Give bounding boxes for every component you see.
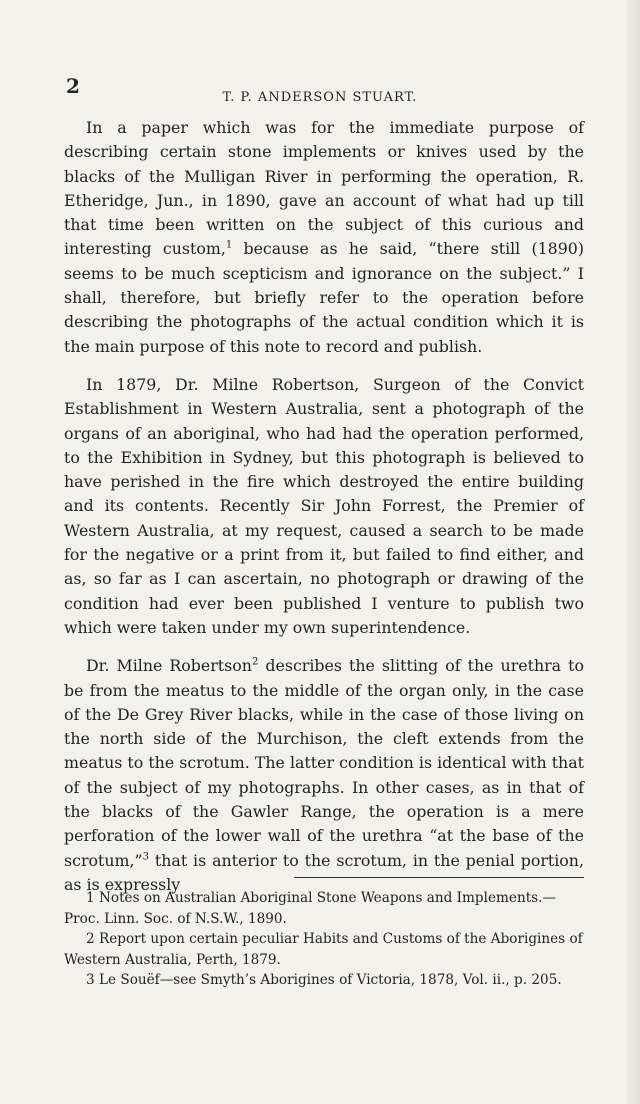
footnote-ref-3: 3 [142,851,149,863]
paragraph-text: In a paper which was for the immediate purpose of describing certain stone implements or knives used by the blacks of the Mulligan River in performing the operation, R. Etheridge, Jun., in 1890, gave an account of what had up till that time been written on the subject of this curious and interesting custom, [64,118,584,259]
footnote-text: Report upon certain peculiar Habits and Customs of the Aborigines of Western Australia, Perth, 1879. [64,931,583,968]
footnote-divider [294,877,584,878]
footnote-number: 3 [86,972,95,988]
paragraph-text: because as he said, “there still (1890) seems to be much scepticism and ignorance on the subject.” I shall, therefore, but briefly refer to the operation before describing the photographs of the actual condition which it is the main purpose of this note to record and publish. [64,239,584,356]
footnote-1 [64,888,584,929]
footnote-ref-2: 2 [251,656,259,668]
paragraph-text: that is anterior to the scrotum, in the penial portion, as is expressly [64,850,584,894]
paragraph-text: describes the slitting of the urethra to be from the meatus to the middle of the organ only, in the case of the De Grey River blacks, while in the case of those living on the north side of the Murchison, the cleft extends from the meatus to the scrotum. The latter condition is identical with that of the subject of my photographs. In other cases, as in that of the blacks of the Gawler Range, the operation is a mere perforation of the lower wall of the urethra “at the base of the scrotum,” [64,656,584,870]
paragraph-text: Dr. Milne Robertson [86,656,252,676]
footnote-ref-1: 1 [225,240,233,252]
footnotes [64,888,584,991]
paragraph-1 [64,116,584,359]
footnote-number: 2 [86,931,95,947]
page-number: 2 [66,74,80,98]
body-text [64,116,584,911]
footnote-3 [64,970,584,991]
footnote-text: Le Souëf—see Smyth’s Aborigines of Victoria, 1878, Vol. ii., p. 205. [98,972,562,988]
running-head: T. P. ANDERSON STUART. [222,90,418,105]
footnote-2 [64,929,584,970]
footnote-text: Notes on Australian Aboriginal Stone Weapons and Implements.— Proc. Linn. Soc. of N.S.W., 1890. [64,890,557,927]
paragraph-3 [64,654,584,897]
page-edge [626,0,640,1104]
paragraph-2: In 1879, Dr. Milne Robertson, Surgeon of the Convict Establishment in Western Australia, sent a photograph of the organs of an aboriginal, who had had the operation performed, to the Exhibition in Sydney, but this photograph is believed to have perished in the fire which destroyed the entire building and its contents. Recently Sir John Forrest, the Premier of Western Australia, at my request, caused a search to be made for the negative or a print from it, but failed to find either, and as, so far as I can ascertain, no photograph or drawing of the condition had ever been published I venture to publish two which were taken under my own superintendence. [64,374,584,637]
footnote-number: 1 [86,890,95,906]
